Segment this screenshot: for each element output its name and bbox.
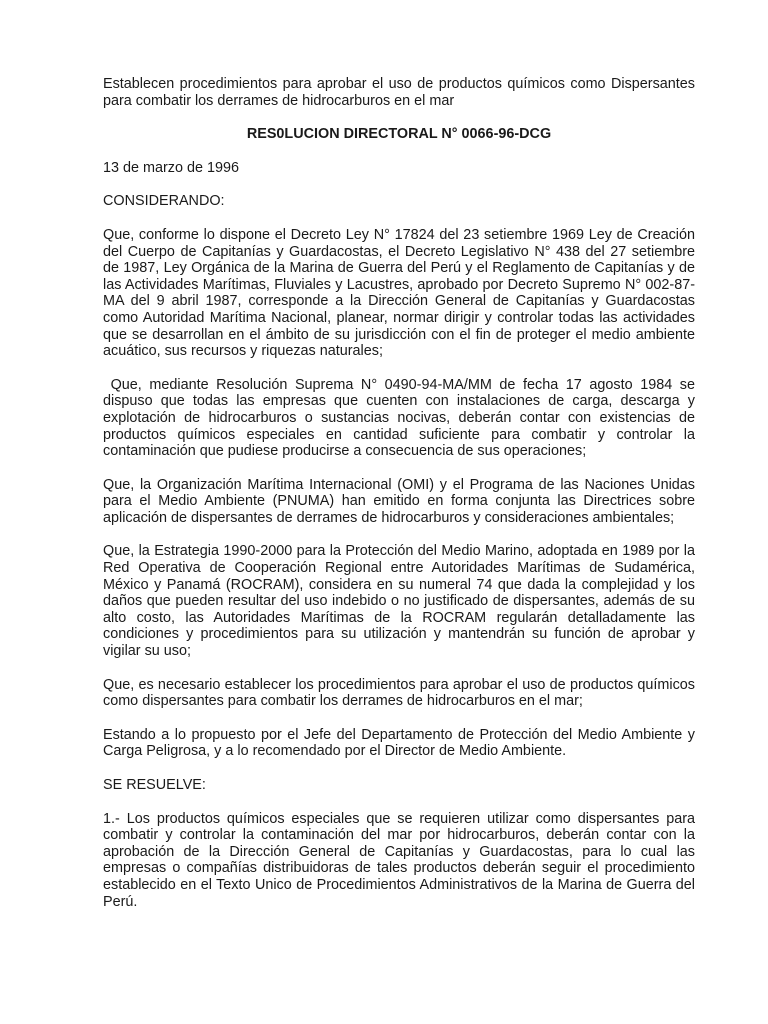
document-page — [103, 76, 699, 927]
considerando-paragraph: Que, la Estrategia 1990-2000 para la Protección del Medio Marino, adoptada en 1989 por la Red Operativa de Cooperación Regional entre Autoridades Marítimas de Sudamérica, México y Panamá (ROCRAM), considera en su numeral 74 que dada la complejidad y los daños que pueden resultar del uso indebido o no justificado de dispersantes, además de su alto costo, las Autoridades Marítimas de la ROCRAM regularán detalladamente las condiciones y procedimientos para su utilización y mantendrán su función de aprobar y vigilar su uso; — [103, 543, 695, 660]
article-paragraph: 1.- Los productos químicos especiales que se requieren utilizar como dispersantes para combatir y controlar la contaminación del mar por hidrocarburos, deberán contar con la aprobación de la Dirección General de Capitanías y Guardacostas, para lo cual las empresas o compañías distribuidoras de tales productos deberán seguir el procedimiento establecido en el Texto Unico de Procedimientos Administrativos de la Marina de Guerra del Perú. — [103, 810, 695, 910]
considerando-paragraph: Que, conforme lo dispone el Decreto Ley N° 17824 del 23 setiembre 1969 Ley de Creación del Cuerpo de Capitanías y Guardacostas, el Decreto Legislativo N° 438 del 27 setiembre de 1987, Ley Orgánica de la Marina de Guerra del Perú y el Reglamento de Capitanías y de las Actividades Marítimas, Fluviales y Lacustres, aprobado por Decreto Supremo N° 002-87-MA del 9 abril 1987, corresponde a la Dirección General de Capitanías y Guardacostas como Autoridad Marítima Nacional, planear, normar dirigir y controlar todas las actividades que se desarrollan en el ámbito de su jurisdicción con el fin de proteger el medio ambiente acuático, sus recursos y riquezas naturales; — [103, 226, 695, 360]
resuelve-heading: SE RESUELVE: — [103, 777, 206, 793]
resolution-title: RES0LUCION DIRECTORAL N° 0066-96-DCG — [246, 126, 552, 143]
considerando-paragraph: Que, es necesario establecer los procedimientos para aprobar el uso de productos químicos como dispersantes para combatir los derrames de hidrocarburos en el mar; — [103, 676, 695, 710]
intro-summary: Establecen procedimientos para aprobar el uso de productos químicos como Dispersantes para combatir los derrames de hidrocarburos en el mar — [103, 76, 695, 109]
considerando-heading: CONSIDERANDO: — [103, 193, 225, 210]
considerando-paragraph: Que, mediante Resolución Suprema N° 0490-94-MA/MM de fecha 17 agosto 1984 se dispuso que todas las empresas que cuenten con instalaciones de carga, descarga y explotación de hidrocarburos o sustancias nocivas, deberán contar con existencias de productos químicos especiales en cantidad suficiente para combatir y controlar la contaminación que pudiese producirse a consecuencia de sus operaciones; — [103, 376, 699, 460]
considerando-paragraph: Estando a lo propuesto por el Jefe del Departamento de Protección del Medio Ambiente y Carga Peligrosa, y a lo recomendado por el Director de Medio Ambiente. — [103, 726, 695, 760]
resolution-date: 13 de marzo de 1996 — [103, 159, 240, 176]
considerando-paragraph: Que, la Organización Marítima Internacional (OMI) y el Programa de las Naciones Unidas para el Medio Ambiente (PNUMA) han emitido en forma conjunta las Directrices sobre aplicación de dispersantes de derrames de hidrocarburos y consideraciones ambientales; — [103, 476, 695, 526]
